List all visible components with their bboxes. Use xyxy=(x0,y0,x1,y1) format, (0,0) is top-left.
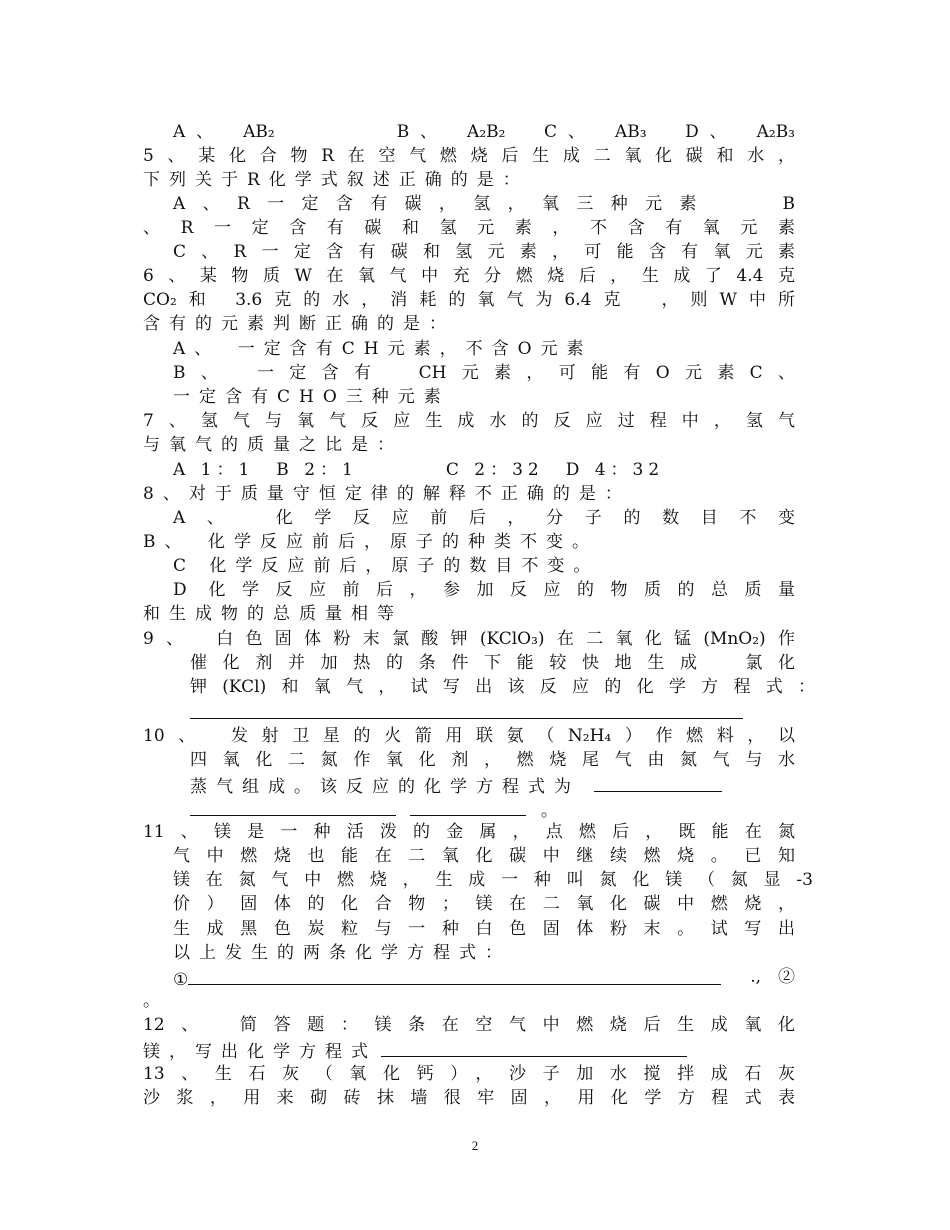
q11-stem-line5: 生成黑色炭粒与一种白色固体粉末。试写出 xyxy=(173,919,795,939)
q11-stem-line3: 镁在氮气中燃烧，生成一种叫氮化镁（氮显-3 xyxy=(173,870,813,890)
q11-answer-line xyxy=(173,966,795,988)
q13-stem-line1: 13、生石灰（氧化钙），沙子加水搅拌成石灰 xyxy=(143,1064,795,1084)
q11-circled-1: ① xyxy=(173,970,189,990)
q10-stem-line1: 10、 发射卫星的火箭用联氨（N₂H₄）作燃料，以 xyxy=(143,726,795,746)
q6-option-c: 一定含有CHO三种元素 xyxy=(173,387,450,407)
q7-stem-line1: 7、氢气与氧气反应生成水的反应过程中，氢气 xyxy=(143,411,795,431)
q13-stem-line2: 沙浆，用来砌砖抹墙很牢固，用化学方程式表 xyxy=(143,1088,795,1108)
q8-option-d-line1: D 化学反应前后，参加反应的物质的总质量 xyxy=(173,580,795,600)
q9-stem-line3: 钾(KCl)和氧气，试写出该反应的化学方程式： xyxy=(190,677,815,697)
q5-stem-line1: 5、某化合物R在空气燃烧后生成二氧化碳和水， xyxy=(143,146,795,166)
q11-stem-line4: 价）固体的化合物；镁在二氧化碳中燃烧， xyxy=(173,894,795,914)
q11-stem-line6: 以上发生的两条化学方程式： xyxy=(173,943,511,963)
q5-option-a: A、R一定含有碳，氢，氧三种元素 B xyxy=(173,194,795,214)
q9-answer-line xyxy=(190,700,795,722)
q10-answer-blank-3[interactable] xyxy=(410,797,526,816)
q11-answer-blank-1[interactable] xyxy=(188,966,721,985)
page-number: 2 xyxy=(471,1138,479,1153)
q10-answer-blank-2[interactable] xyxy=(190,797,396,816)
q9-stem-line2: 催化剂并加热的条件下能较快地生成 氯化 xyxy=(190,653,795,673)
q6-stem-line1: 6、某物质W在氧气中充分燃烧后，生成了4.4克 xyxy=(143,266,795,286)
q5-stem-line2: 下列关于R化学式叙述正确的是： xyxy=(143,170,529,190)
q12-stem-text: 镁，写出化学方程式 xyxy=(143,1042,377,1062)
q10-stem-text: 蒸气组成。该反应的化学方程式为 xyxy=(190,777,580,797)
q6-stem-line2: CO₂和 3.6克的水，消耗的氧气为6.4克 ，则W中所 xyxy=(143,290,795,310)
q11-period: 。 xyxy=(143,991,169,1011)
q4-options: A、 AB₂ B、 A₂B₂ C、 AB₃ D、 A₂B₃ xyxy=(173,122,795,142)
q11-stem-line2: 气中燃烧也能在二氧化碳中继续燃烧。已知 xyxy=(173,846,795,866)
q5-option-c: C、R一定含有碳和氢元素，可能含有氧元素 xyxy=(173,242,795,262)
q8-stem: 8、对于质量守恒定律的解释不正确的是： xyxy=(143,484,631,504)
q11-separator: ., ② xyxy=(750,967,795,987)
q10-stem-line3 xyxy=(190,773,795,795)
q11-stem-line1: 11、镁是一种活泼的金属，点燃后，既能在氮 xyxy=(143,822,795,842)
q10-period: 。 xyxy=(540,801,567,821)
q8-option-c: C 化学反应前后，原子的数目不变。 xyxy=(173,556,600,576)
q8-option-d-line2: 和生成物的总质量相等 xyxy=(143,604,403,624)
q12-answer-blank[interactable] xyxy=(381,1038,687,1057)
q12-stem-line1: 12、 简答题：镁条在空气中燃烧后生成氧化 xyxy=(143,1015,795,1035)
q6-option-a: A、 一定含有CH元素，不含O元素 xyxy=(173,339,593,359)
q10-answer-line xyxy=(190,797,795,819)
q7-options: A 1：1 B 2：1 C 2：32 D 4：32 xyxy=(173,460,665,480)
q5-option-b: 、R一定含有碳和氢元素，不含有氧元素 xyxy=(143,218,795,238)
q10-answer-blank-1[interactable] xyxy=(594,773,722,792)
q6-option-b: B、 一定含有 CH元素，可能有O元素C、 xyxy=(173,363,795,383)
q9-stem-line1: 9、 白色固体粉末氯酸钾(KClO₃)在二氧化锰(MnO₂)作 xyxy=(143,629,795,649)
q10-stem-line2: 四氧化二氮作氧化剂，燃烧尾气由氮气与水 xyxy=(190,750,795,770)
q8-option-a: A、 化学反应前后，分子的数目不变 xyxy=(173,508,795,528)
q7-stem-line2: 与氧气的质量之比是： xyxy=(143,435,403,455)
q9-answer-blank[interactable] xyxy=(190,700,743,719)
q12-stem-line2 xyxy=(143,1038,795,1060)
q8-option-b: B、 化学反应前后，原子的种类不变。 xyxy=(143,532,598,552)
q6-stem-line3: 含有的元素判断正确的是： xyxy=(143,314,455,334)
